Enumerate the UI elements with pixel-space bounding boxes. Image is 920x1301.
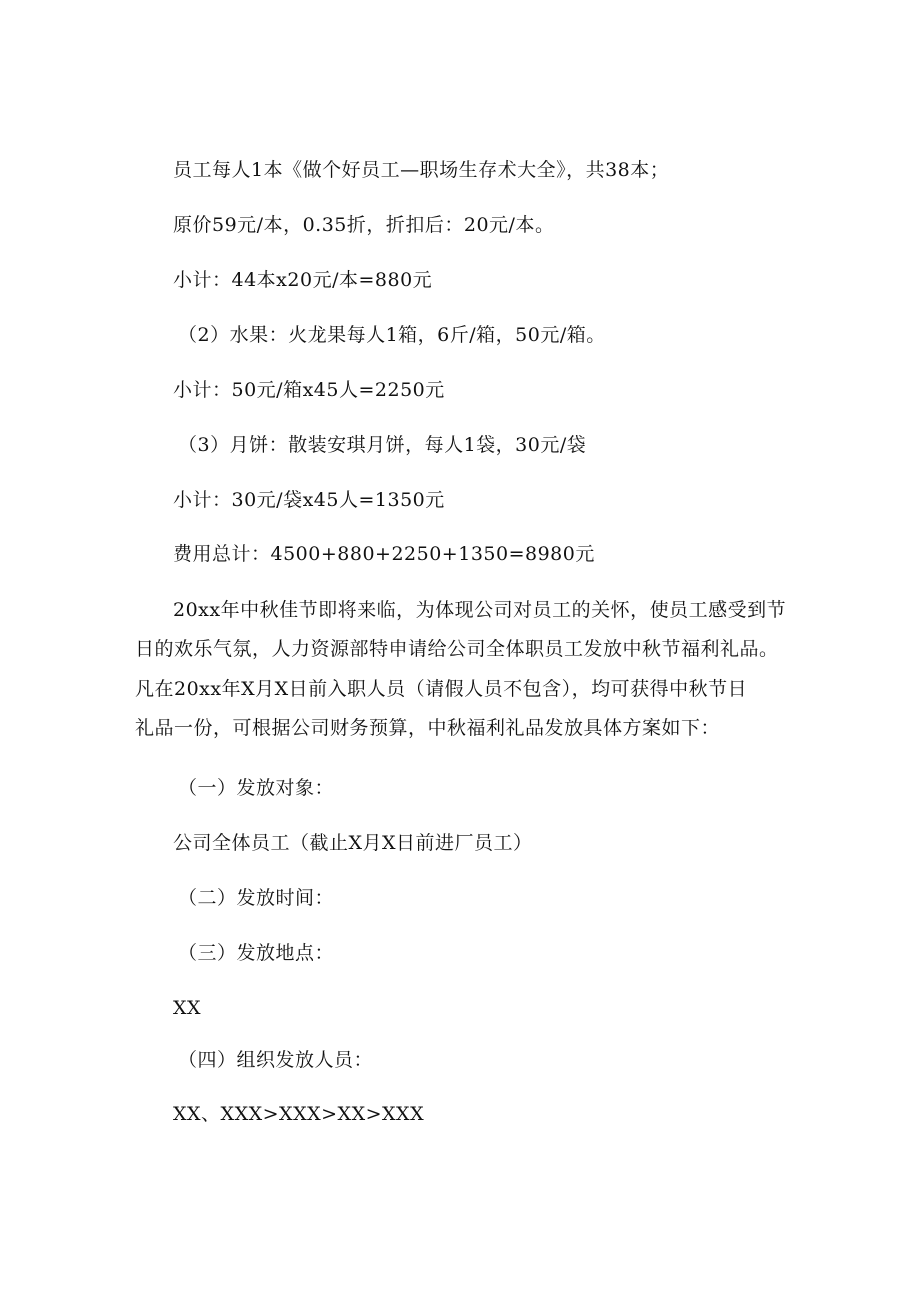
section-text-location: XX — [173, 997, 202, 1019]
paragraph-line-1: 20xx年中秋佳节即将来临，为体现公司对员工的关怀，使员工感受到节 — [173, 599, 787, 621]
text-line-mooncake-subtotal: 小计：30元/袋x45人=1350元 — [173, 489, 445, 511]
section-heading-location: （三）发放地点： — [178, 942, 335, 964]
paragraph-line-3: 凡在20xx年X月X日前入职人员（请假人员不包含），均可获得中秋节日 — [135, 678, 748, 700]
text-line-total-cost: 费用总计：4500+880+2250+1350=8980元 — [173, 543, 595, 565]
text-line-book-subtotal: 小计：44本x20元/本=880元 — [173, 269, 433, 291]
text-line-fruit: （2）水果：火龙果每人1箱，6斤/箱，50元/箱。 — [178, 324, 606, 346]
text-line-fruit-subtotal: 小计：50元/箱x45人=2250元 — [173, 379, 445, 401]
paragraph-line-4: 礼品一份，可根据公司财务预算，中秋福利礼品发放具体方案如下： — [135, 717, 721, 739]
section-heading-time: （二）发放时间： — [178, 887, 335, 909]
paragraph-line-2: 日的欢乐气氛，人力资源部特申请给公司全体职员工发放中秋节福利礼品。 — [135, 638, 779, 660]
section-text-recipients: 公司全体员工（截止X月X日前进厂员工） — [173, 832, 533, 854]
text-line-books: 员工每人1本《做个好员工—职场生存术大全》，共38本； — [173, 159, 670, 181]
section-heading-recipients: （一）发放对象： — [178, 777, 335, 799]
text-line-book-price: 原价59元/本，0.35折，折扣后：20元/本。 — [173, 214, 555, 236]
section-heading-staff: （四）组织发放人员： — [178, 1049, 374, 1071]
text-line-mooncake: （3）月饼：散装安琪月饼，每人1袋，30元/袋 — [178, 434, 587, 456]
section-text-staff: XX、XXX>XXX>XX>XXX — [173, 1103, 425, 1125]
